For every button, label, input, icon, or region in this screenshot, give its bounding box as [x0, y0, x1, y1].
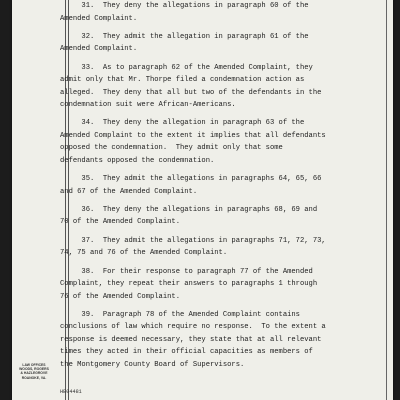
paragraph-line: 70 of the Amended Complaint. [60, 218, 180, 227]
paragraph-line: 39. Paragraph 78 of the Amended Complaint contains [60, 310, 300, 319]
paragraph [60, 266, 372, 304]
bates-number: HE04481 [60, 389, 82, 395]
paragraph [60, 117, 372, 167]
paragraph-line: Amended Complaint. [60, 14, 138, 23]
paragraph-line: Amended Complaint to the extent it implies that all defendants [60, 131, 326, 140]
paragraph-line: 38. For their response to paragraph 77 of the Amended [60, 267, 313, 276]
document-body [60, 0, 372, 371]
paragraph-line: 76 of the Amended Complaint. [60, 292, 180, 301]
paragraph-line: 31. They deny the allegations in paragraph 60 of the [60, 2, 309, 10]
paragraph-line: times they acted in their official capacities as members of [60, 348, 313, 357]
paragraph [60, 309, 372, 372]
paragraph-line: condemnation suit were African-Americans. [60, 101, 236, 110]
firm-line: ROANOKE, VA. [21, 375, 47, 380]
paragraph-line: 32. They admit the allegation in paragraph 61 of the [60, 32, 309, 41]
paragraph-line: Complaint, they repeat their answers to paragraphs 1 through [60, 280, 318, 289]
paragraph-line: 37. They admit the allegations in paragraphs 71, 72, 73, [60, 236, 326, 245]
paragraph-line: opposed the condemnation. They admit only that some [60, 144, 283, 153]
paragraph-line: alleged. They deny that all but two of the defendants in the [60, 88, 322, 97]
paragraph-line: response is deemed necessary, they state that at all relevant [60, 335, 322, 344]
firm-line: WOODS, ROGERS [19, 367, 49, 372]
paragraph-line: Amended Complaint. [60, 45, 138, 54]
paragraph-line: admit only that Mr. Thorpe filed a condemnation action as [60, 76, 305, 85]
paragraph-line: 35. They admit the allegations in paragraphs 64, 65, 66 [60, 175, 322, 184]
paragraph [60, 31, 372, 56]
paragraph-line: defendants opposed the condemnation. [60, 156, 215, 165]
paragraph [60, 204, 372, 229]
paragraph-line: the Montgomery County Board of Supervisors. [60, 360, 245, 369]
paragraph-line: 36. They deny the allegations in paragraphs 68, 69 and [60, 205, 318, 214]
paragraph-line: 33. As to paragraph 62 of the Amended Complaint, they [60, 63, 313, 72]
firm-line: LAW OFFICES [22, 363, 46, 367]
paragraph-line: 74, 75 and 76 of the Amended Complaint. [60, 249, 228, 258]
paragraph [60, 0, 372, 25]
paragraph [60, 62, 372, 112]
paragraph-line: 34. They deny the allegation in paragraph 63 of the [60, 119, 305, 128]
right-margin-rule [386, 0, 387, 400]
paragraph-line: conclusions of law which require no response. To the extent a [60, 323, 326, 332]
paragraph-line: and 67 of the Amended Complaint. [60, 187, 198, 196]
firm-line: & HAZLEGROVE [20, 371, 48, 376]
paragraph [60, 173, 372, 198]
law-firm-block [14, 363, 54, 380]
paragraph [60, 235, 372, 260]
